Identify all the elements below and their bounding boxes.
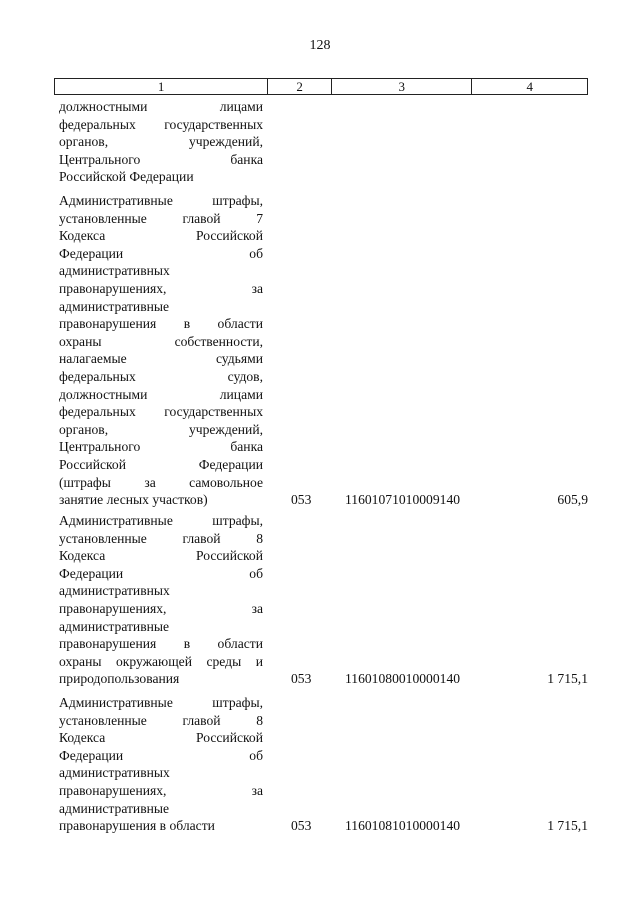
description-line: правонарушения в области bbox=[59, 818, 215, 834]
row-description bbox=[59, 98, 263, 186]
description-line: административные bbox=[59, 618, 170, 634]
description-line: Кодекса Российской bbox=[59, 548, 263, 564]
description-line: федеральных судов, bbox=[59, 368, 263, 384]
table-row bbox=[59, 512, 588, 688]
description-line: Кодекса Российской bbox=[59, 228, 263, 244]
amount: 605,9 bbox=[557, 492, 588, 508]
description-line: правонарушения в области bbox=[59, 636, 263, 652]
admin-code: 053 bbox=[291, 671, 312, 687]
column-header-4: 4 bbox=[526, 79, 533, 94]
description-line: федеральных государственных bbox=[59, 116, 263, 132]
table-row bbox=[59, 192, 588, 509]
description-line: (штрафы за самовольное bbox=[59, 474, 263, 490]
description-line: Федерации об bbox=[59, 747, 263, 763]
description-line: занятие лесных участков) bbox=[59, 492, 208, 508]
income-code: 11601080010000140 bbox=[345, 671, 461, 687]
description-line: установленные главой 7 bbox=[59, 210, 263, 226]
description-line: Административные штрафы, bbox=[59, 193, 263, 208]
description-line: Российской Федерации bbox=[59, 169, 194, 185]
column-header-3: 3 bbox=[332, 79, 472, 94]
income-code: 11601071010009140 bbox=[345, 492, 461, 508]
description-line: правонарушениях, за bbox=[59, 600, 263, 616]
description-line: должностными лицами bbox=[59, 99, 263, 114]
description-line: органов, учреждений, bbox=[59, 421, 263, 437]
description-line: административных bbox=[59, 765, 170, 781]
description-line: Российской Федерации bbox=[59, 456, 263, 472]
description-line: Федерации об bbox=[59, 245, 263, 261]
amount: 1 715,1 bbox=[547, 671, 588, 687]
description-line: административных bbox=[59, 263, 170, 279]
row-description bbox=[59, 192, 263, 509]
description-line: охраны собственности, bbox=[59, 333, 263, 349]
row-description bbox=[59, 512, 263, 688]
table-row bbox=[59, 98, 588, 186]
description-line: установленные главой 8 bbox=[59, 530, 263, 546]
description-line: административных bbox=[59, 583, 170, 599]
description-line: правонарушениях, за bbox=[59, 782, 263, 798]
description-line: природопользования bbox=[59, 671, 180, 687]
description-line: Кодекса Российской bbox=[59, 730, 263, 746]
admin-code: 053 bbox=[291, 492, 312, 508]
description-line: Административные штрафы, bbox=[59, 695, 263, 710]
row-description bbox=[59, 694, 263, 835]
column-header-1: 1 bbox=[55, 79, 268, 94]
description-line: охраны окружающей среды и bbox=[59, 653, 263, 669]
description-line: органов, учреждений, bbox=[59, 134, 263, 150]
table-row bbox=[59, 694, 588, 835]
column-header-2: 2 bbox=[268, 79, 332, 94]
description-line: административные bbox=[59, 800, 170, 816]
table-header bbox=[54, 78, 588, 95]
admin-code: 053 bbox=[291, 818, 312, 834]
page-number: 128 bbox=[309, 38, 331, 53]
income-code: 11601081010000140 bbox=[345, 818, 461, 834]
description-line: Административные штрафы, bbox=[59, 513, 263, 528]
description-line: правонарушениях, за bbox=[59, 280, 263, 296]
description-line: установленные главой 8 bbox=[59, 712, 263, 728]
description-line: Центрального банка bbox=[59, 439, 263, 455]
description-line: должностными лицами bbox=[59, 386, 263, 402]
description-line: налагаемые судьями bbox=[59, 351, 263, 367]
description-line: правонарушения в области bbox=[59, 316, 263, 332]
description-line: Центрального банка bbox=[59, 151, 263, 167]
description-line: федеральных государственных bbox=[59, 404, 263, 420]
description-line: Федерации об bbox=[59, 565, 263, 581]
amount: 1 715,1 bbox=[547, 818, 588, 834]
description-line: административные bbox=[59, 298, 170, 314]
